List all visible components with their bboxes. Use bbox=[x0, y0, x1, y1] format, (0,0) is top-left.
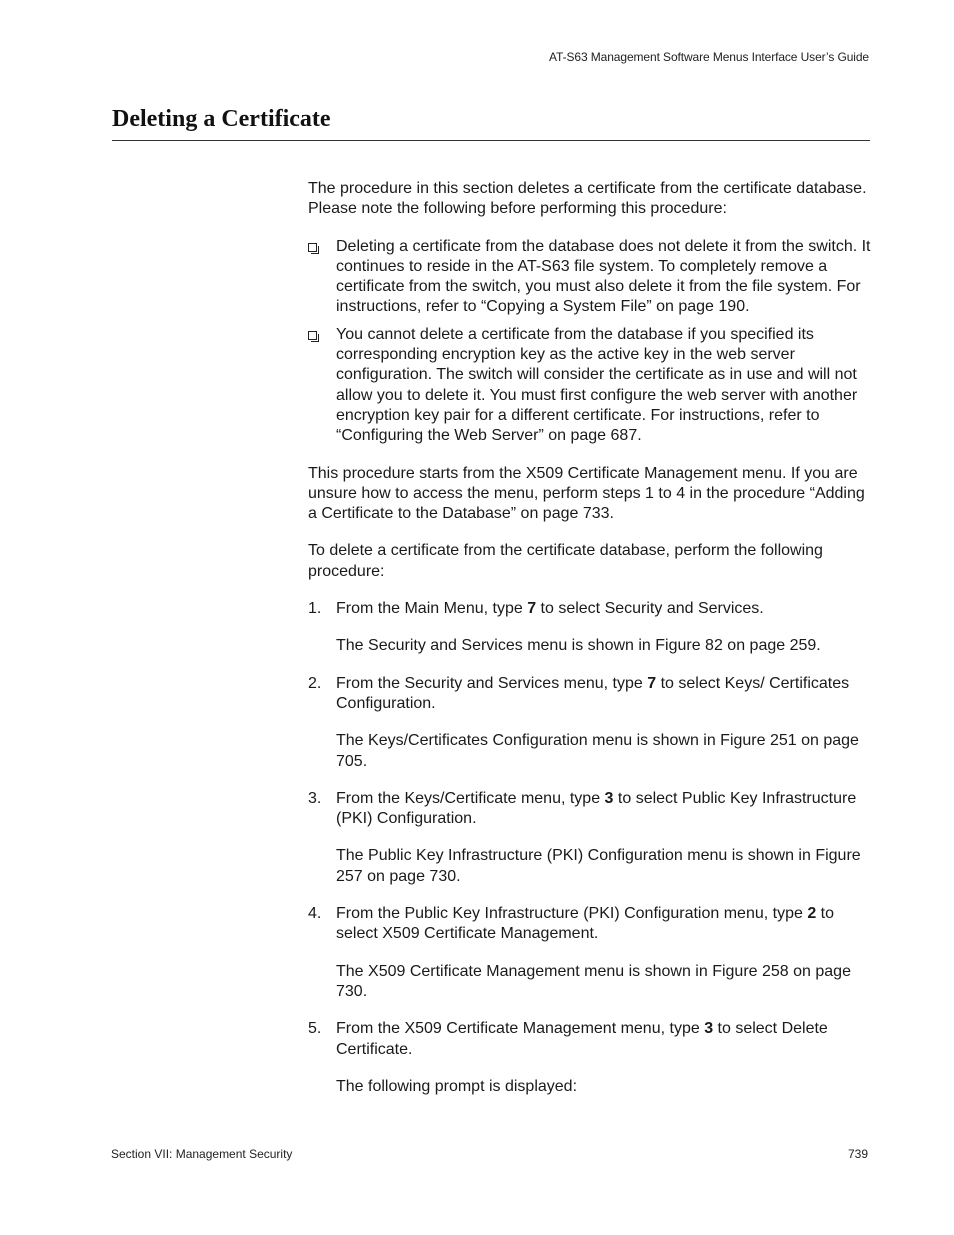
step-text-after: to select Security and Services. bbox=[536, 600, 764, 618]
step-note: The following prompt is displayed: bbox=[336, 1077, 578, 1095]
step-text bbox=[336, 599, 873, 619]
step-note: The Public Key Infrastructure (PKI) Configuration menu is shown in Figure 257 on page 730. bbox=[336, 847, 861, 885]
step-text bbox=[336, 789, 873, 830]
step-item bbox=[308, 1019, 873, 1097]
step-item bbox=[308, 599, 873, 657]
step-number: 2. bbox=[308, 674, 322, 692]
step-text-before: From the X509 Certificate Management menu, type bbox=[336, 1020, 705, 1038]
section-title: Deleting a Certificate bbox=[112, 106, 331, 132]
step-number: 4. bbox=[308, 905, 322, 923]
step-item bbox=[308, 789, 873, 887]
box-bullet-icon bbox=[308, 243, 317, 252]
step-key: 3 bbox=[704, 1020, 714, 1038]
step-text-before: From the Security and Services menu, type bbox=[336, 674, 648, 692]
procedure-steps bbox=[308, 599, 873, 1097]
step-key: 2 bbox=[807, 905, 817, 923]
note-text: Deleting a certificate from the database does not delete it from the switch. It continues to reside in the AT-S63 file system. To completely remove a certificate from the switch, you must also delete it from the file system. For instructions, refer to “Copying a System File” on page 190. bbox=[336, 237, 871, 316]
step-text-before: From the Main Menu, type bbox=[336, 600, 528, 618]
step-number: 1. bbox=[308, 600, 322, 618]
step-note: The X509 Certificate Management menu is shown in Figure 258 on page 730. bbox=[336, 962, 851, 1000]
step-text-after: to select X509 Certificate Management. bbox=[336, 905, 835, 943]
intro-paragraph: The procedure in this section deletes a certificate from the certificate database. Please note the following before performing this procedure: bbox=[308, 180, 867, 218]
step-number: 5. bbox=[308, 1020, 322, 1038]
step-item bbox=[308, 674, 873, 772]
title-rule bbox=[112, 140, 870, 141]
footer-section: Section VII: Management Security bbox=[111, 1147, 293, 1161]
step-note: The Keys/Certificates Configuration menu is shown in Figure 251 on page 705. bbox=[336, 732, 859, 770]
step-text bbox=[336, 904, 873, 945]
step-note: The Security and Services menu is shown in Figure 82 on page 259. bbox=[336, 637, 821, 655]
list-item bbox=[308, 237, 873, 318]
step-text-after: to select Public Key Infrastructure (PKI) Configuration. bbox=[336, 789, 857, 828]
note-text: You cannot delete a certificate from the database if you specified its corresponding encryption key as the active key in the web server configuration. The switch will consider the certificate as in use and will not allow you to delete it. You must first configure the web server with another encryption key pair for a different certificate. For instructions, refer to “Configuring the Web Server” on page 687. bbox=[336, 325, 858, 445]
step-text bbox=[336, 1019, 873, 1060]
step-text-before: From the Public Key Infrastructure (PKI) Configuration menu, type bbox=[336, 905, 808, 923]
step-key: 7 bbox=[647, 674, 657, 692]
step-key: 7 bbox=[527, 600, 537, 618]
step-text-before: From the Keys/Certificate menu, type bbox=[336, 789, 605, 807]
step-number: 3. bbox=[308, 789, 322, 807]
step-text-after: to select Delete Certificate. bbox=[336, 1020, 828, 1058]
box-bullet-icon bbox=[308, 331, 317, 340]
list-item bbox=[308, 325, 873, 447]
lead-paragraph: To delete a certificate from the certificate database, perform the following procedure: bbox=[308, 542, 823, 580]
body-content bbox=[308, 179, 873, 1114]
start-paragraph: This procedure starts from the X509 Certificate Management menu. If you are unsure how to access the menu, perform steps 1 to 4 in the procedure “Adding a Certificate to the Database” on page 733. bbox=[308, 464, 865, 523]
notes-list bbox=[308, 237, 873, 447]
step-text-after: to select Keys/ Certificates Configuration. bbox=[336, 674, 850, 712]
step-key: 3 bbox=[604, 789, 614, 807]
page-number: 739 bbox=[847, 1147, 868, 1161]
running-header: AT-S63 Management Software Menus Interface User’s Guide bbox=[549, 50, 869, 64]
step-text bbox=[336, 674, 873, 715]
step-item bbox=[308, 904, 873, 1002]
